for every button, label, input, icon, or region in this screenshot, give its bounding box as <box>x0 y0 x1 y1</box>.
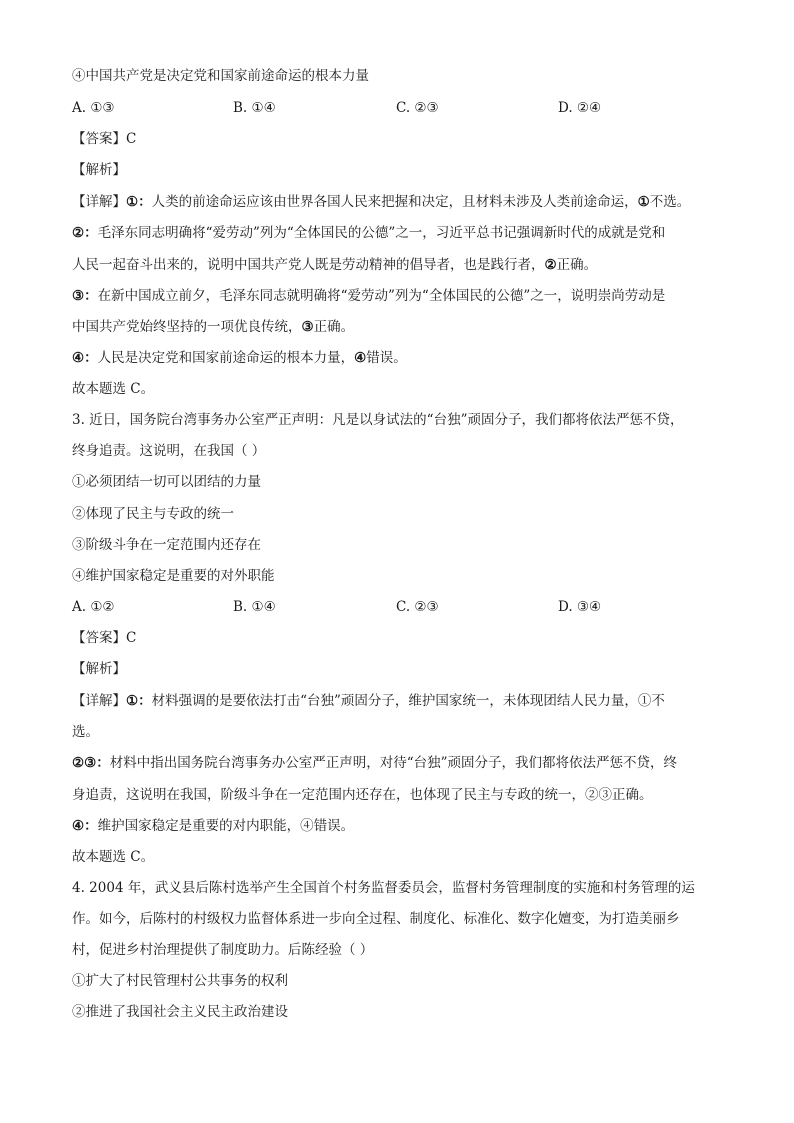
answer-value: C <box>126 630 137 646</box>
q2-detail-1 <box>72 193 690 211</box>
q3-detail-1-cont: 选。 <box>72 724 99 740</box>
q3-option-2: ②体现了民主与专政的统一 <box>72 506 234 522</box>
detail-marker: ③ <box>301 319 314 335</box>
detail-text: 正确。 <box>313 319 355 335</box>
q2-detail-4 <box>72 349 407 367</box>
q3-detail-3 <box>72 817 354 835</box>
q3-option-1: ①必须团结一切可以团结的力量 <box>72 474 261 490</box>
detail-marker: ①： <box>126 194 152 210</box>
q2-detail-2-cont <box>72 256 597 274</box>
detail-label: 【详解】 <box>72 194 126 210</box>
detail-text: 中国共产党始终坚持的一项优良传统， <box>72 319 302 335</box>
q2-option-4: ④中国共产党是决定党和国家前途命运的根本力量 <box>72 68 369 84</box>
detail-text: 人类的前途命运应该由世界各国人民来把握和决定，且材料未涉及人类前途命运， <box>151 194 638 210</box>
q4-stem-cont: 作。如今，后陈村的村级权力监督体系进一步向全过程、制度化、标准化、数字化嬗变，为打造美丽乡 <box>72 911 680 927</box>
q2-detail-3 <box>72 287 665 305</box>
q3-option-4: ④维护国家稳定是重要的对外职能 <box>72 568 275 584</box>
detail-text: 人民是决定党和国家前途命运的根本力量， <box>97 350 355 366</box>
answer-value: C <box>126 131 137 147</box>
q3-choice-a: A. ①② <box>72 599 115 615</box>
q3-detail-1 <box>72 692 665 710</box>
q3-choice-c: C. ②③ <box>396 599 439 615</box>
detail-text: 人民一起奋斗出来的，说明中国共产党人既是劳动精神的倡导者，也是践行者， <box>72 257 545 273</box>
detail-label: 【详解】 <box>72 693 126 709</box>
detail-text: 正确。 <box>556 257 598 273</box>
detail-marker: ① <box>637 194 650 210</box>
detail-text: 材料强调的是要依法打击“台独”顽固分子，维护国家统一，未体现团结人民力量，①不 <box>151 693 665 709</box>
q3-answer <box>72 629 136 647</box>
answer-label: 【答案】 <box>72 131 126 147</box>
q3-choice-d: D. ③④ <box>558 599 602 615</box>
detail-marker: ③： <box>72 288 98 304</box>
q4-option-2: ②推进了我国社会主义民主政治建设 <box>72 1004 288 1020</box>
detail-marker: ② <box>544 257 557 273</box>
detail-text: 不选。 <box>649 194 691 210</box>
q3-detail-2-cont: 身追责，这说明在我国，阶级斗争在一定范围内还存在，也体现了民主与专政的统一，②③正确。 <box>72 787 653 803</box>
detail-text: 在新中国成立前夕，毛泽东同志就明确将“爱劳动”列为“全体国民的公德”之一，说明崇尚劳动是 <box>97 288 666 304</box>
q4-stem: 4. 2004 年，武义县后陈村选举产生全国首个村务监督委员会，监督村务管理制度的实施和村务管理的运 <box>72 880 695 896</box>
q4-stem-cont-2: 村，促进乡村治理提供了制度助力。后陈经验（ ） <box>72 942 374 958</box>
detail-marker: ①： <box>126 693 152 709</box>
q2-choice-a: A. ①③ <box>72 100 115 116</box>
q3-detail-2 <box>72 754 677 772</box>
answer-label: 【答案】 <box>72 630 126 646</box>
q2-choice-d: D. ②④ <box>558 100 602 116</box>
q2-analysis-label: 【解析】 <box>72 162 126 178</box>
detail-marker: ②： <box>72 225 98 241</box>
q2-answer <box>72 130 136 148</box>
detail-text: 错误。 <box>366 350 407 366</box>
q3-option-3: ③阶级斗争在一定范围内还存在 <box>72 537 261 553</box>
q2-conclusion: 故本题选 C。 <box>72 381 155 397</box>
q2-detail-2 <box>72 224 665 242</box>
q3-choice-b: B. ①④ <box>233 599 276 615</box>
q3-stem: 3. 近日，国务院台湾事务办公室严正声明：凡是以身试法的“台独”顽固分子，我们都将依法严惩不贷， <box>72 412 684 428</box>
q2-choice-c: C. ②③ <box>396 100 439 116</box>
q2-detail-3-cont <box>72 318 354 336</box>
detail-marker: ④： <box>72 350 98 366</box>
detail-marker: ④ <box>354 350 367 366</box>
detail-text: 材料中指出国务院台湾事务办公室严正声明，对待“台独”顽固分子，我们都将依法严惩不贷，终 <box>109 755 678 771</box>
detail-text: 毛泽东同志明确将“爱劳动”列为“全体国民的公德”之一，习近平总书记强调新时代的成就是党和 <box>97 225 666 241</box>
detail-marker: ④： <box>72 818 98 834</box>
q3-analysis-label: 【解析】 <box>72 661 126 677</box>
q3-conclusion: 故本题选 C。 <box>72 849 155 865</box>
q2-choice-b: B. ①④ <box>233 100 276 116</box>
q3-stem-cont: 终身追责。这说明，在我国（ ） <box>72 443 266 459</box>
detail-marker: ②③： <box>72 755 110 771</box>
q4-option-1: ①扩大了村民管理村公共事务的权利 <box>72 973 288 989</box>
detail-text: 维护国家稳定是重要的对内职能，④错误。 <box>97 818 355 834</box>
